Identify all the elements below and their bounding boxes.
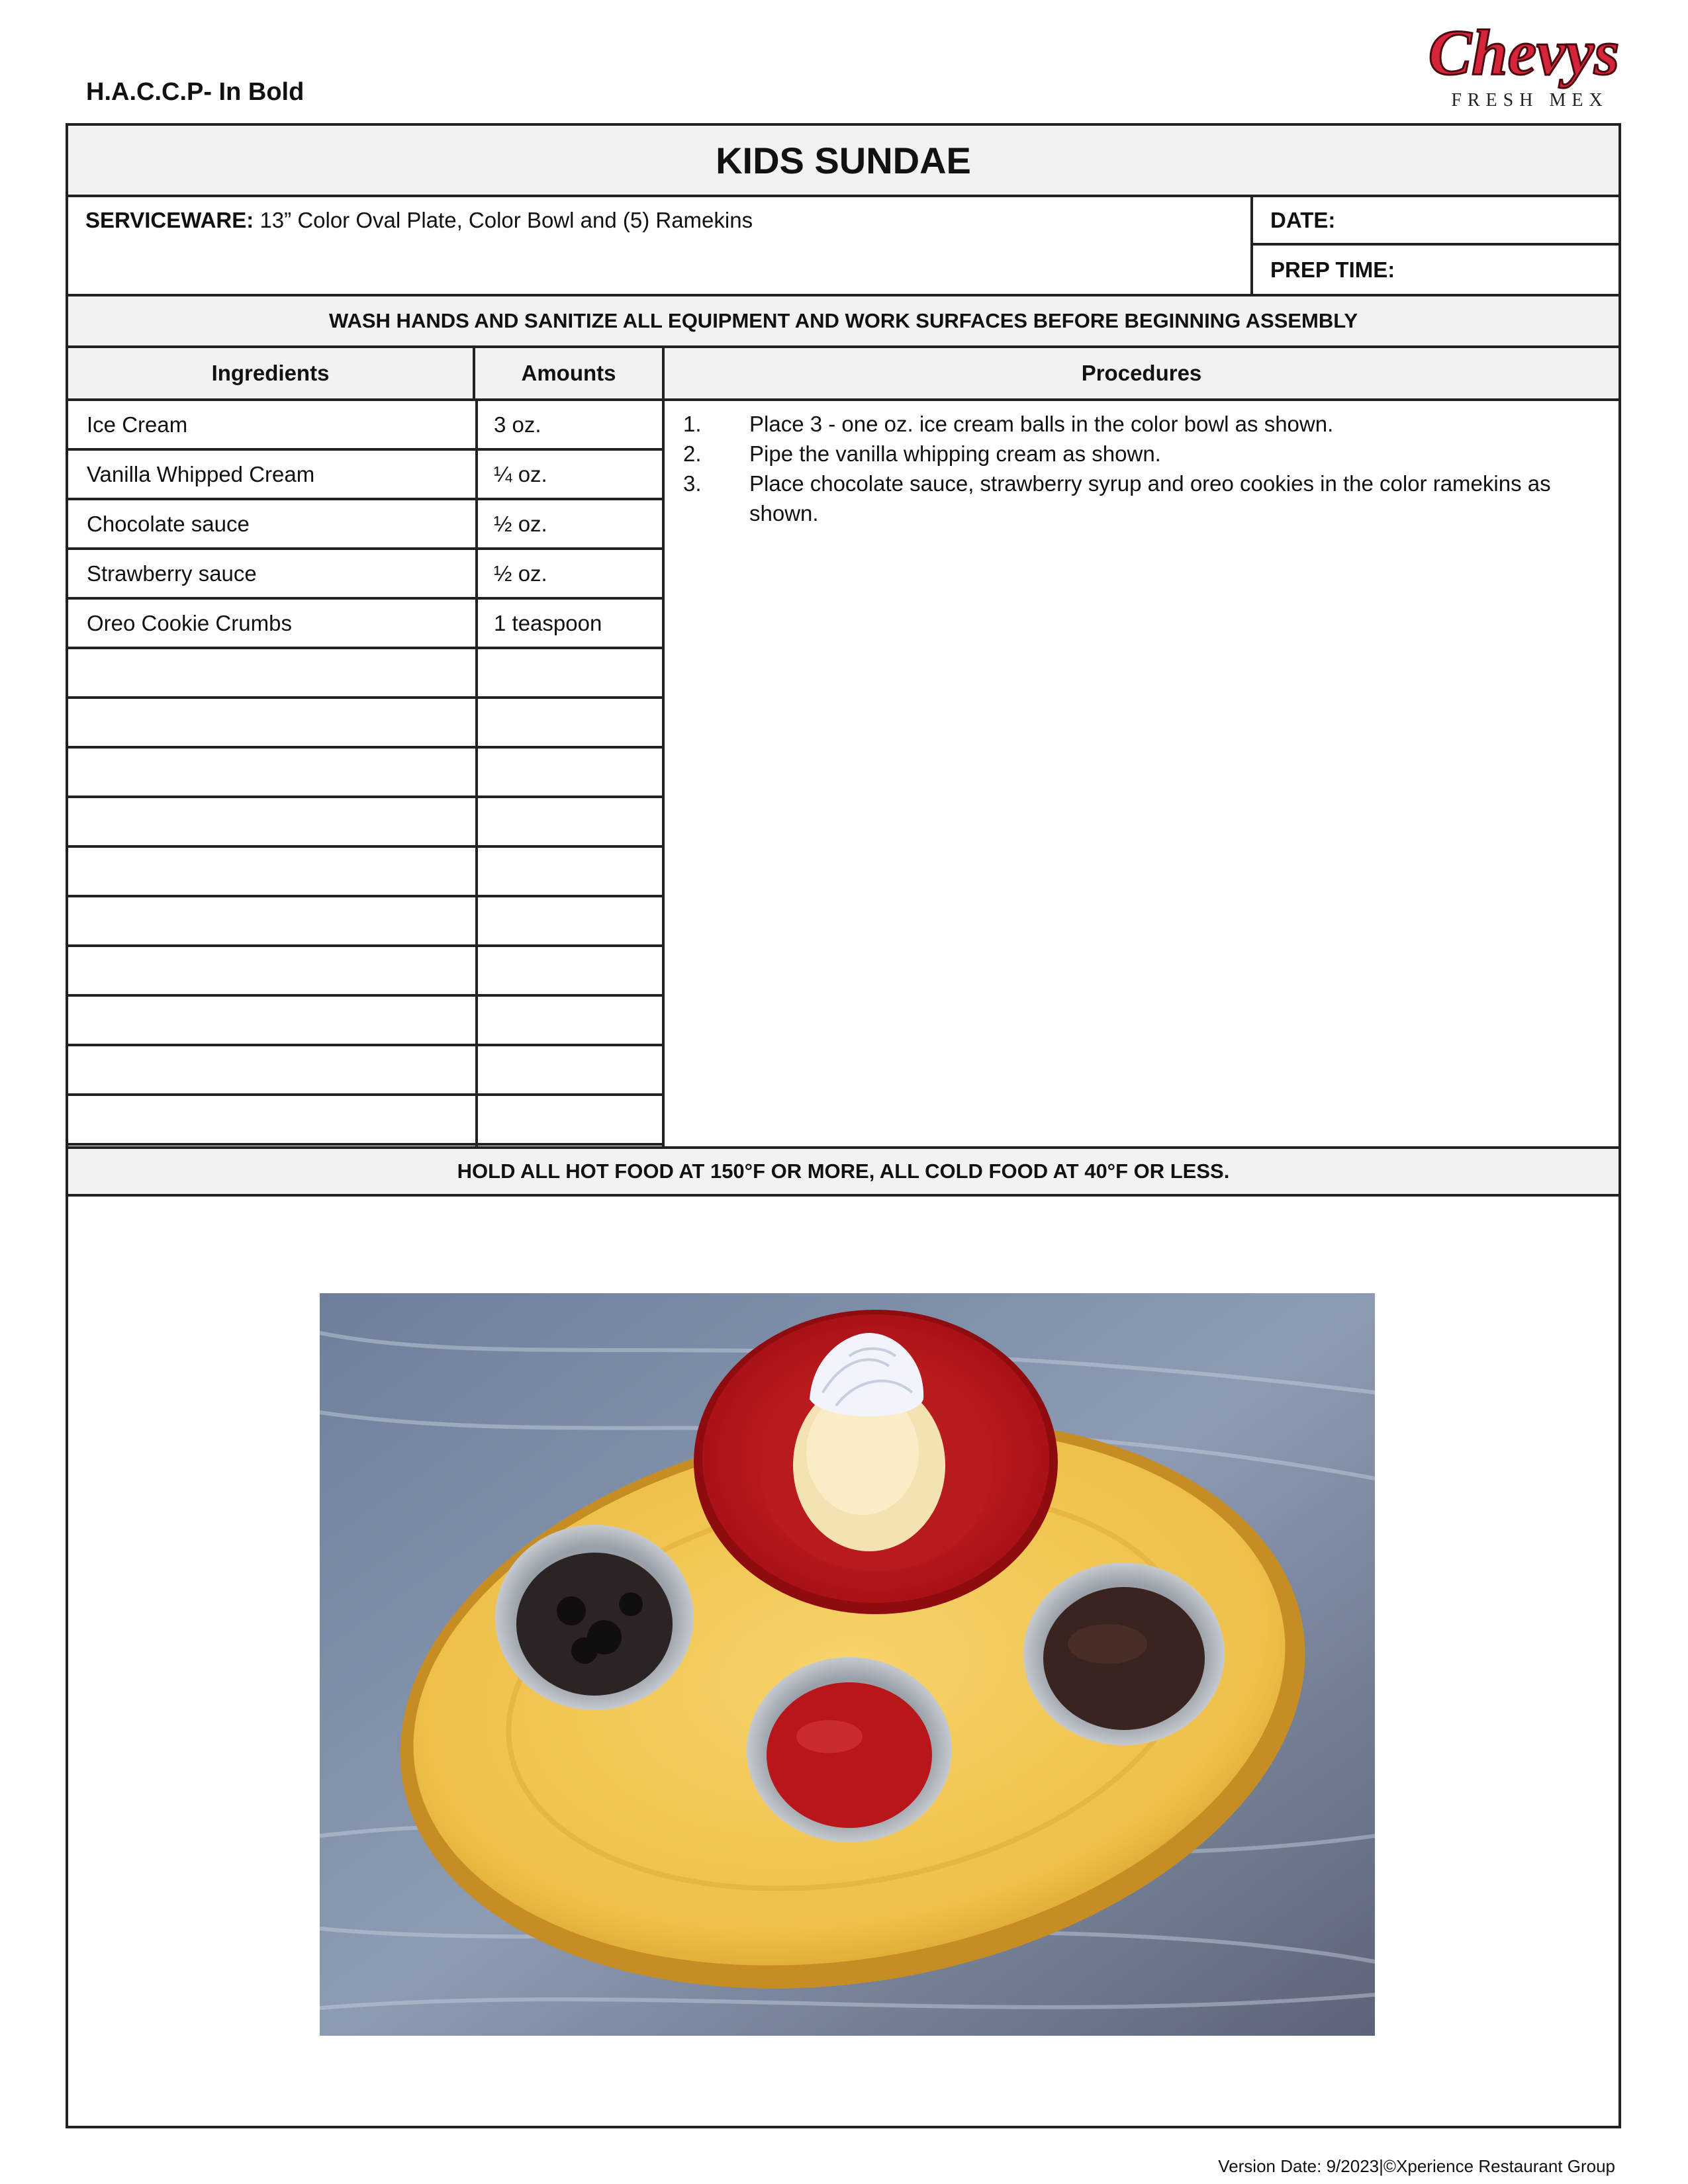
ingredient-row <box>68 1096 662 1146</box>
ingredient-row <box>68 947 662 997</box>
date-prep-cells <box>1253 197 1618 294</box>
ingredient-row <box>68 997 662 1046</box>
ingredient-amount: 3 oz. <box>494 412 541 437</box>
chevys-logo <box>1420 7 1628 116</box>
ingredient-name: Chocolate sauce <box>87 511 250 536</box>
procedure-step <box>683 469 1566 528</box>
wash-notice: WASH HANDS AND SANITIZE ALL EQUIPMENT AND WORK SURFACES BEFORE BEGINNING ASSEMBLY <box>68 296 1618 348</box>
recipe-sheet <box>66 123 1621 2128</box>
ingredient-row <box>68 500 662 550</box>
procedure-text: Place chocolate sauce, strawberry syrup and oreo cookies in the color ramekins as shown. <box>749 471 1551 525</box>
ingredients-header: Ingredients <box>68 348 475 398</box>
prep-time-label: PREP TIME: <box>1270 257 1395 282</box>
ingredient-name: Ice Cream <box>87 412 188 437</box>
serviceware-label: SERVICEWARE: <box>85 208 254 232</box>
ingredient-row <box>68 699 662 749</box>
ingredient-amount: 1 teaspoon <box>494 610 602 635</box>
procedure-number: 3. <box>683 471 702 496</box>
date-label: DATE: <box>1270 207 1336 232</box>
ingredient-amount: ½ oz. <box>494 561 547 586</box>
ingredient-row <box>68 897 662 947</box>
sundae-plating-photo <box>320 1293 1375 2036</box>
ingredient-row <box>68 848 662 897</box>
serviceware-cell <box>68 197 1253 294</box>
recipe-title: KIDS SUNDAE <box>68 126 1618 197</box>
ingredient-row <box>68 550 662 600</box>
prep-time-field <box>1253 246 1618 294</box>
ingredient-row <box>68 649 662 699</box>
procedure-text: Pipe the vanilla whipping cream as shown. <box>749 441 1161 466</box>
haccp-note: H.A.C.C.P- In Bold <box>86 78 305 106</box>
hold-notice: HOLD ALL HOT FOOD AT 150°F OR MORE, ALL COLD FOOD AT 40°F OR LESS. <box>68 1146 1618 1197</box>
procedures-list <box>665 401 1618 1146</box>
procedure-number: 2. <box>683 441 702 466</box>
ingredient-name: Strawberry sauce <box>87 561 257 586</box>
logo-wordmark: Chevys <box>1428 17 1620 89</box>
recipe-body <box>68 401 1618 1146</box>
ingredient-row <box>68 401 662 451</box>
serviceware-value: 13” Color Oval Plate, Color Bowl and (5) Ramekins <box>254 208 753 232</box>
column-divider <box>475 401 478 1146</box>
procedures-header: Procedures <box>1081 361 1202 385</box>
ingredient-amount: ¼ oz. <box>494 461 547 486</box>
ingredient-amount: ½ oz. <box>494 511 547 536</box>
ingredient-row <box>68 600 662 649</box>
ingredient-row <box>68 451 662 500</box>
amounts-header: Amounts <box>475 348 665 398</box>
ingredient-name: Vanilla Whipped Cream <box>87 461 315 486</box>
ingredient-name: Oreo Cookie Crumbs <box>87 610 292 635</box>
ingredient-row <box>68 749 662 798</box>
procedure-step <box>683 409 1566 439</box>
logo-tagline: FRESH MEX <box>1451 90 1609 111</box>
ingredient-row <box>68 798 662 848</box>
procedure-step <box>683 439 1566 469</box>
procedure-text: Place 3 - one oz. ice cream balls in the color bowl as shown. <box>749 412 1334 436</box>
serviceware-row <box>68 197 1618 296</box>
date-field <box>1253 197 1618 246</box>
table-header <box>68 348 1618 401</box>
ingredient-row <box>68 1046 662 1096</box>
version-footer: Version Date: 9/2023|©Xperience Restaurant Group <box>1218 2156 1615 2176</box>
procedure-number: 1. <box>683 412 702 436</box>
